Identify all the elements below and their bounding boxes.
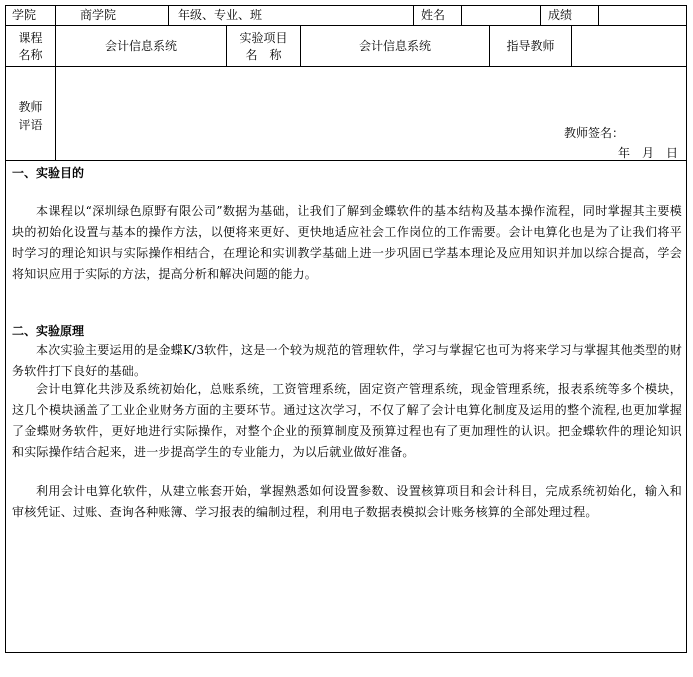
college-value: 商学院 [80, 8, 117, 22]
comment-date: 年 月 日 [618, 146, 679, 160]
grid-line [540, 5, 541, 25]
grade-major-class-field[interactable] [276, 6, 412, 24]
instructor-field[interactable] [572, 26, 685, 65]
principle-paragraph-2: 会计电算化共涉及系统初始化，总账系统，工资管理系统，固定资产管理系统，现金管理系统，报表系统等多个模块，这几个模块涵盖了工业企业财务方面的主要环节。通过这次学习，不仅了解了会计电算化制度及运用的整个流程,也更加掌握了金蝶财务软件，更好地进行实际操作，对整个企业的预算制度及预算过程也有了更加理性的认识。把金蝶软件的理论知识和实际操作结合起来，进一步提高学生的专业能力，为以后就业做好准备。 [12, 382, 682, 459]
score-label: 成绩 [548, 8, 573, 22]
grid-line [168, 5, 169, 25]
teacher-signature-label: 教师签名： [564, 126, 625, 140]
purpose-paragraph: 本课程以“深圳绿色原野有限公司”数据为基础，让我们了解到金蝶软件的基本结构及基本操作流程，同时掌握其主要模块的初始化设置与基本的操作方法，以便将来更好、更快地适应社会工作岗位的工作需要。会计电算化也是为了让我们将平时学习的理论知识与实际操作相结合，在理论和实训教学基础上进一步巩固已学基本理论及应用知识并加以综合提高，学会将知识应用于实际的方法，提高分析和解决问题的能力。 [12, 204, 682, 281]
course-name-label-2: 名称 [18, 48, 43, 62]
instructor-label: 指导教师 [506, 39, 555, 53]
grid-line [686, 5, 687, 653]
comment-label-1: 教师 [18, 100, 43, 114]
name-field[interactable] [462, 6, 539, 24]
principle-heading: 二、实验原理 [12, 324, 85, 338]
experiment-label-2: 名 称 [245, 48, 282, 62]
college-label: 学院 [12, 8, 37, 22]
score-field[interactable] [599, 6, 685, 24]
experiment-label-1: 实验项目 [239, 31, 288, 45]
name-label: 姓名 [421, 8, 446, 22]
grade-major-class-label: 年级、专业、班 [178, 8, 263, 22]
course-name-value: 会计信息系统 [104, 39, 177, 53]
purpose-heading: 一、实验目的 [12, 166, 85, 180]
grid-line [413, 5, 414, 25]
comment-label-2: 评语 [18, 118, 43, 132]
comment-field[interactable] [56, 67, 685, 159]
principle-paragraph-1: 本次实验主要运用的是金蝶K/3软件，这是一个较为规范的管理软件，学习与掌握它也可为将来学习与掌握其他类型的财务软件打下良好的基础。 [12, 343, 682, 378]
grid-line [5, 652, 686, 653]
course-name-label-1: 课程 [18, 31, 43, 45]
experiment-value: 会计信息系统 [358, 39, 431, 53]
grid-line [5, 160, 686, 161]
grid-line [55, 5, 56, 25]
principle-paragraph-3: 利用会计电算化软件，从建立帐套开始，掌握熟悉如何设置参数、设置核算项目和会计科目，完成系统初始化，输入和审核凭证、过账、查询各种账簿、学习报表的编制过程，利用电子数据表模拟会计账务核算的全部处理过程。 [12, 484, 682, 519]
